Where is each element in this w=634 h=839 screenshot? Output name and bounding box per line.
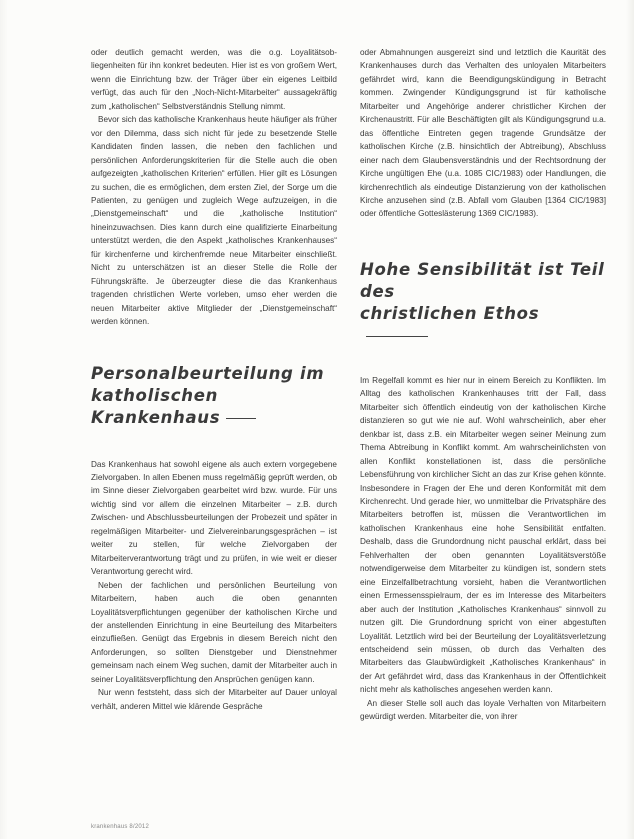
- right-column: [360, 46, 606, 724]
- body-paragraph: Nur wenn feststeht, dass sich der Mitarbeiter auf Dauer unloyal verhält, anderen Mittel wie klärende Gespräche: [91, 688, 337, 711]
- body-paragraph: Neben der fachlichen und persönlichen Beurteilung von Mitarbeitern, haben auch die oben genannten Loyalitätsverpflichtungen gegenüber der katholischen Kirche und der anstellenden Einrichtung in eine Beurteilung des Mitarbeiters einzufließen. Genügt das Ergebnis in diesem Bereich nicht den Anforderungen, so sollten Dienstgeber und Dienstnehmer gemeinsam nach einem Weg suchen, damit der Mitarbeiter auch in seiner Loyalitätsverpflichtung den Ansprüchen genügen kann.: [91, 580, 337, 684]
- section-heading: [360, 259, 606, 347]
- body-paragraph: Bevor sich das katholische Krankenhaus heute häufiger als früher vor den Dilemma, dass sich nicht für jede zu besetzende Stelle Kandidaten finden lassen, die neben den fachlichen und persönlichen Anforderungskriterien für die Stelle auch die oben aufgezeigten „katholischen Kriterien“ erfüllen. Hier gilt es Lösungen zu suchen, die es ermöglichen, dem ersten Ziel, der Sorge um die Patienten, zu genügen und zugleich Wege aufzuzeigen, in die „Dienstgemeinschaft“ und die „katholische Institution“ hineinzuwachsen. Dies kann durch eine qualifizierte Einarbeitung unterstützt werden, die den Aspekt „katholisches Krankenhauses“ für kirchenferne und kirchenfremde neue Mitarbeiter einschließt. Nicht zu unterschätzen ist an dieser Stelle die Rolle der Führungskräfte. Je überzeugter diese die das Krankenhaus tragenden christlichen Werte vorleben, umso eher werden die neuen Mitarbeiter aktive Mitglieder der „Dienstgemeinschaft“ werden können.: [91, 115, 337, 327]
- section-heading-line: christlichen Ethos: [360, 303, 540, 323]
- body-paragraph: Das Krankenhaus hat sowohl eigene als auch extern vorgegebene Zielvorgaben. In allen Ebenen muss regelmäßig geprüft werden, ob im Sinne dieser Zielvorgaben gearbeitet wird bzw. wurde. Für uns wichtig sind vor allem die einzelnen Mitarbeiter – z.B. durch Zwischen- und Abschlussbeurteilungen der Probezeit und später in regelmäßigen Mitarbeiter- und Zielvereinbarungsgesprächen – ist weiter zu stellen, für welche Zielvorgaben der Mitarbeiterverantwortung trägt und zu prüfen, in wie weit er dieser Verantwortung gerecht wird.: [91, 459, 337, 577]
- body-paragraph: oder Abmahnungen ausgereizt sind und letztlich die Kaurität des Krankenhauses durch das Verhalten des unloyalen Mitarbeiters gefährdet wird, kann die Beendigungskündigung in Betracht kommen. Zwingender Kündigungsgrund ist für katholische Mitarbeiter und Angehörige anderer christlicher Kirchen der Kirchenaustritt. Für alle Beschäftigten gilt als Kündigungsgrund u.a. das öffentliche Eintreten gegen tragende Grundsätze der katholischen Kirche (z.B. hinsichtlich der Abtreibung), Abschluss einer nach dem Glaubensverständnis und der Rechtsordnung der Kirche ungültigen Ehe (u.a. 1085 CIC/1983) oder Handlungen, die kirchenrechtlich als eindeutige Distanzierung von der katholischen Kirche anzusehen sind (z.B. Abfall vom Glauben [1364 CIC/1983] oder öffentliche Gotteslästerung 1369 CIC/1983).: [360, 48, 606, 219]
- section-heading-line: Personalbeurteilung im: [91, 363, 325, 383]
- left-column: [91, 46, 337, 713]
- section-heading-line: katholischen Krankenhaus: [91, 385, 221, 427]
- heading-rule: [226, 418, 256, 419]
- page-footer: krankenhaus 8/2012: [91, 824, 149, 830]
- section-heading-line: Hohe Sensibilität ist Teil des: [360, 259, 605, 301]
- body-paragraph: Im Regelfall kommt es hier nur in einem Bereich zu Konflikten. Im Alltag des katholischen Krankenhauses tritt der Fall, dass Mitarbeiter sich öffentlich eindeutig von der katholischen Kirche distanzieren so gut wie nie auf. Wohl wahrscheinlich, aber eher denkbar ist, dass z.B. ein Mitarbeiter wegen seiner Meinung zum Thema Abtreibung in Konflikt kommt. Am wahrscheinlichsten von allen Konflikt konstellationen ist, dass die persönliche Lebensführung von kirchlicher Sicht an das zur Krise gehen könnte. Insbesondere in Fragen der Ehe und deren Konformität mit dem Kirchenrecht. Und gerade hier, wo unmittelbar die Privatsphäre des Mitarbeiters betroffen ist, müssen die Verantwortlichen im katholischen Krankenhaus eine hohe Sensibilität entfalten. Deshalb, dass die Grundordnung nicht pauschal erklärt, dass bei Fehlverhalten der oben genannten Loyalitätsverstöße notwendigerweise dem Mitarbeiter zu kündigen ist, sondern stets eine Einzelfallbetrachtung vorsieht, haben die Verantwortlichen einen Ermessensspielraum, der es im Interesse des Mitarbeiters aber auch der Institution „Katholisches Krankenhaus“ sinnvoll zu nutzen gilt. Die Grundordnung spricht von einer abgestuften Loyalität. Letztlich wird bei der Beurteilung der Loyalitätsverletzung entscheidend sein müssen, ob durch das Verhalten des Mitarbeiters das Glaubwürdigkeit „Katholisches Krankenhaus“ in der Art gefährdet wird, dass das Krankenhaus in der Öffentlichkeit nicht mehr als katholisches angesehen werden kann.: [360, 375, 606, 695]
- body-paragraph: An dieser Stelle soll auch das loyale Verhalten von Mitarbeitern gewürdigt werden. Mitarbeiter die, von ihrer: [360, 698, 606, 722]
- section-heading: [91, 363, 337, 429]
- body-paragraph: oder deutlich gemacht werden, was die o.g. Loyalitätsob-liegenheiten für ihn konkret bedeuten. Hier ist es von großem Wert, wenn die Einrichtung bzw. der Träger über ein eigenes Leitbild verfügt, das auch für den „Noch-Nicht-Mitarbeiter“ aussagekräftig zum „katholischen“ Selbstverständnis Stellung nimmt.: [91, 48, 337, 111]
- heading-rule: [366, 336, 428, 337]
